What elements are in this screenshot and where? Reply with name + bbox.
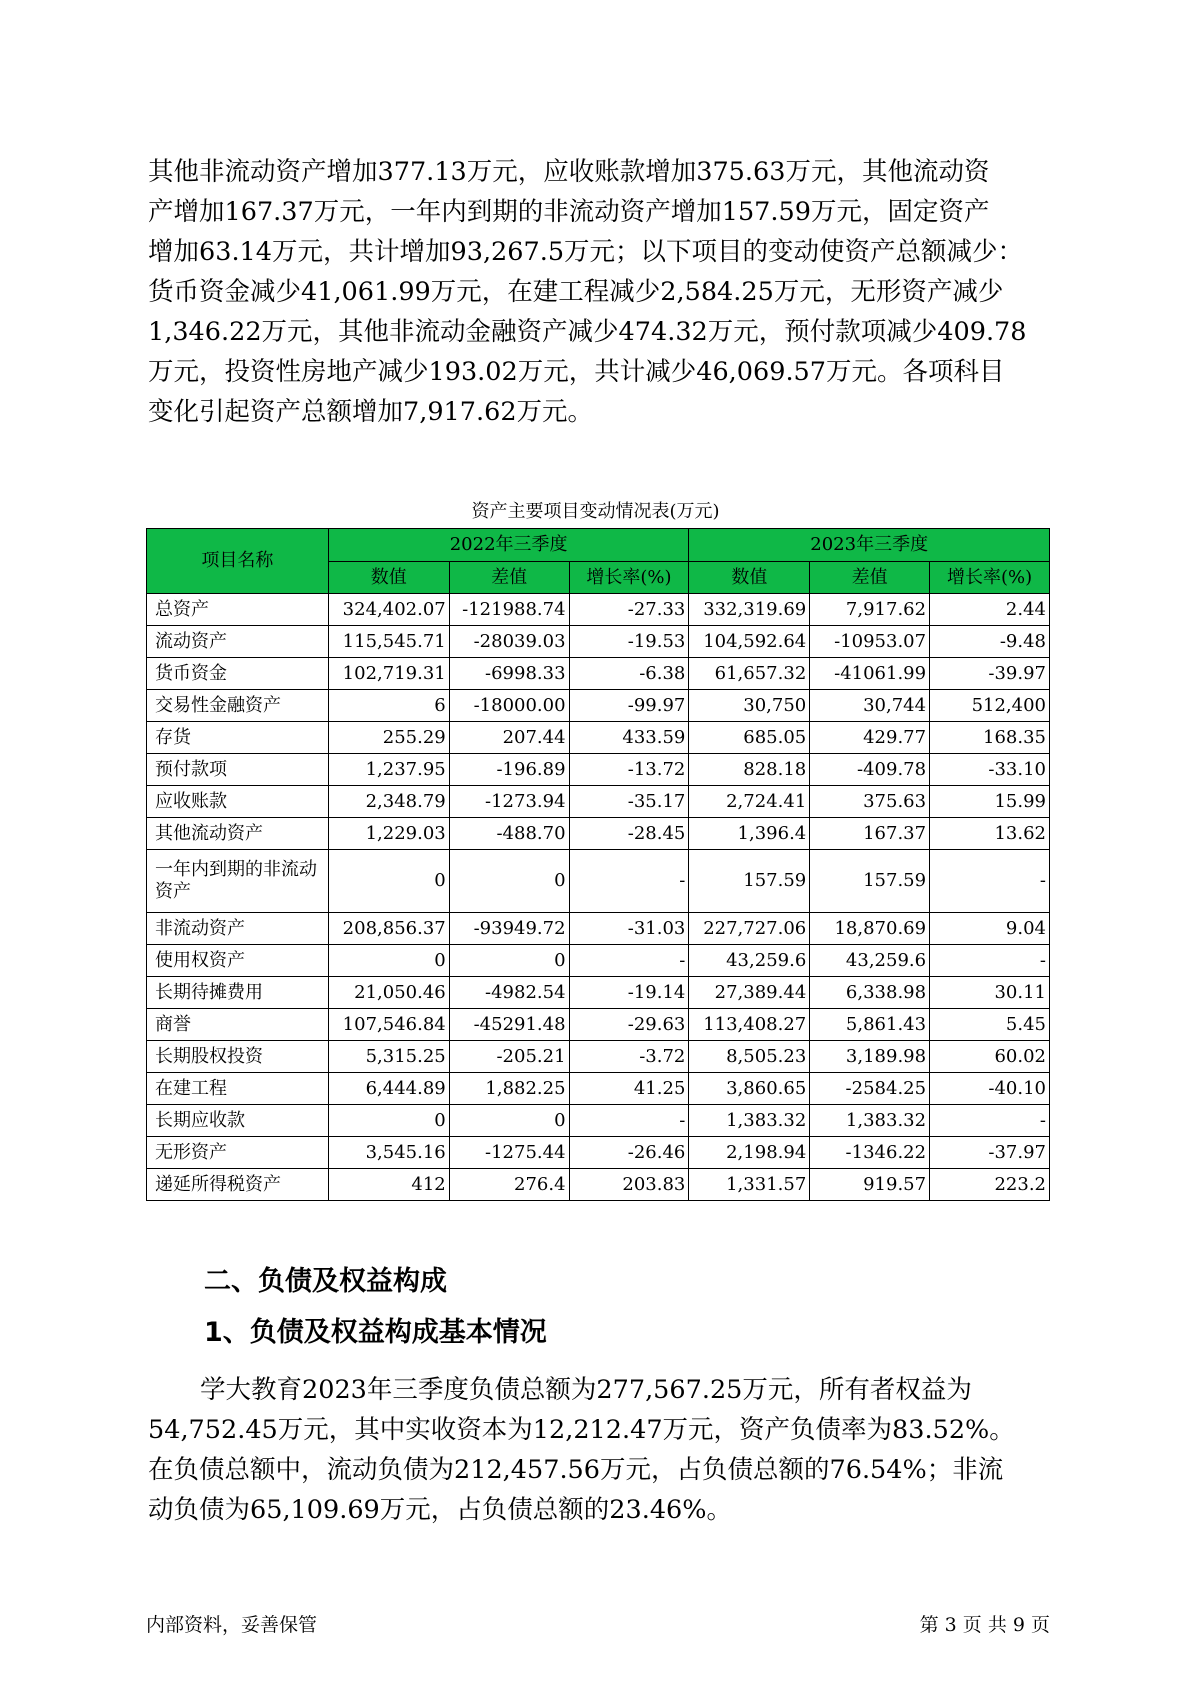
row-item-name: 递延所得税资产 [147,1169,329,1201]
paragraph-line: 产增加167.37万元，一年内到期的非流动资产增加157.59万元，固定资产 [148,197,990,227]
diff-2023-cell: 30,744 [810,690,930,722]
growth-2022-cell: -35.17 [569,786,689,818]
value-2022-cell: 0 [328,850,449,913]
table-row [147,1105,1050,1137]
value-2022-cell: 115,545.71 [328,626,449,658]
diff-2022-cell: 0 [449,1105,569,1137]
diff-2022-cell: -93949.72 [449,913,569,945]
row-item-name: 总资产 [147,594,329,626]
growth-2023-cell: 5.45 [930,1009,1050,1041]
growth-2022-cell: -28.45 [569,818,689,850]
value-2023-cell: 1,383.32 [689,1105,810,1137]
growth-2023-cell: 223.2 [930,1169,1050,1201]
row-item-name: 流动资产 [147,626,329,658]
table-row [147,754,1050,786]
diff-2022-cell: -45291.48 [449,1009,569,1041]
value-2023-cell: 104,592.64 [689,626,810,658]
value-2023-cell: 8,505.23 [689,1041,810,1073]
value-2023-cell: 3,860.65 [689,1073,810,1105]
diff-2023-cell: -1346.22 [810,1137,930,1169]
growth-2023-cell: - [930,945,1050,977]
value-2022-cell: 412 [328,1169,449,1201]
value-2022-cell: 1,229.03 [328,818,449,850]
value-2022-cell: 324,402.07 [328,594,449,626]
row-item-name: 货币资金 [147,658,329,690]
value-2022-cell: 107,546.84 [328,1009,449,1041]
asset-change-table [146,528,1050,1201]
diff-2022-cell: -28039.03 [449,626,569,658]
row-item-name: 应收账款 [147,786,329,818]
growth-2023-cell: 168.35 [930,722,1050,754]
diff-2023-cell: -10953.07 [810,626,930,658]
table-title: 资产主要项目变动情况表(万元) [471,501,720,522]
table-row [147,1009,1050,1041]
growth-2022-cell: 433.59 [569,722,689,754]
value-2022-cell: 3,545.16 [328,1137,449,1169]
asset-change-paragraph [148,152,1044,432]
diff-2022-cell: -488.70 [449,818,569,850]
diff-2022-cell: -6998.33 [449,658,569,690]
growth-2023-cell: -33.10 [930,754,1050,786]
growth-2022-cell: -19.53 [569,626,689,658]
value-2023-cell: 828.18 [689,754,810,786]
diff-2022-cell: -205.21 [449,1041,569,1073]
paragraph-line: 学大教育2023年三季度负债总额为277,567.25万元，所有者权益为 [200,1375,972,1405]
value-2023-cell: 227,727.06 [689,913,810,945]
row-item-name: 存货 [147,722,329,754]
growth-2022-cell: -27.33 [569,594,689,626]
diff-2023-cell: 18,870.69 [810,913,930,945]
row-item-name: 一年内到期的非流动资产 [147,850,329,913]
table-row [147,690,1050,722]
diff-2023-cell: 919.57 [810,1169,930,1201]
header-value-2022: 数值 [328,562,449,594]
diff-2022-cell: -121988.74 [449,594,569,626]
value-2023-cell: 1,331.57 [689,1169,810,1201]
diff-2022-cell: 0 [449,945,569,977]
growth-2022-cell: -6.38 [569,658,689,690]
row-item-name: 长期应收款 [147,1105,329,1137]
paragraph-line: 增加63.14万元，共计增加93,267.5万元；以下项目的变动使资产总额减少： [148,237,1024,267]
diff-2023-cell: 167.37 [810,818,930,850]
header-diff-2022: 差值 [449,562,569,594]
growth-2023-cell: - [930,850,1050,913]
table-row [147,913,1050,945]
growth-2022-cell: -26.46 [569,1137,689,1169]
table-row [147,1041,1050,1073]
table-row [147,945,1050,977]
value-2022-cell: 255.29 [328,722,449,754]
growth-2022-cell: - [569,850,689,913]
table-body [147,594,1050,1201]
paragraph-line: 在负债总额中，流动负债为212,457.56万元，占负债总额的76.54%；非流 [148,1455,1004,1485]
section-heading: 二、负债及权益构成 [204,1266,447,1297]
liability-paragraph [148,1370,1044,1530]
table-row [147,1169,1050,1201]
diff-2023-cell: -409.78 [810,754,930,786]
footer-page-number: 第 3 页 共 9 页 [919,1614,1050,1636]
growth-2023-cell: - [930,1105,1050,1137]
value-2022-cell: 5,315.25 [328,1041,449,1073]
table-row [147,818,1050,850]
diff-2022-cell: -18000.00 [449,690,569,722]
row-item-name: 交易性金融资产 [147,690,329,722]
growth-2023-cell: 15.99 [930,786,1050,818]
growth-2023-cell: 512,400 [930,690,1050,722]
growth-2023-cell: -39.97 [930,658,1050,690]
growth-2022-cell: 41.25 [569,1073,689,1105]
row-item-name: 在建工程 [147,1073,329,1105]
diff-2023-cell: 157.59 [810,850,930,913]
value-2023-cell: 685.05 [689,722,810,754]
growth-2022-cell: -31.03 [569,913,689,945]
paragraph-line: 动负债为65,109.69万元，占负债总额的23.46%。 [148,1495,733,1525]
diff-2023-cell: 43,259.6 [810,945,930,977]
paragraph-line: 万元，投资性房地产减少193.02万元，共计减少46,069.57万元。各项科目 [148,357,1005,387]
diff-2022-cell: -1273.94 [449,786,569,818]
diff-2023-cell: 6,338.98 [810,977,930,1009]
growth-2022-cell: - [569,1105,689,1137]
paragraph-line: 货币资金减少41,061.99万元，在建工程减少2,584.25万元，无形资产减少 [148,277,1004,307]
growth-2022-cell: -29.63 [569,1009,689,1041]
value-2022-cell: 21,050.46 [328,977,449,1009]
growth-2022-cell: -13.72 [569,754,689,786]
paragraph-line: 1,346.22万元，其他非流动金融资产减少474.32万元，预付款项减少409.78 [148,317,1027,347]
diff-2022-cell: -4982.54 [449,977,569,1009]
diff-2022-cell: 276.4 [449,1169,569,1201]
value-2023-cell: 2,198.94 [689,1137,810,1169]
growth-2023-cell: 60.02 [930,1041,1050,1073]
diff-2022-cell: -1275.44 [449,1137,569,1169]
value-2023-cell: 2,724.41 [689,786,810,818]
table-row [147,594,1050,626]
growth-2023-cell: -9.48 [930,626,1050,658]
growth-2022-cell: - [569,945,689,977]
value-2023-cell: 332,319.69 [689,594,810,626]
diff-2023-cell: 375.63 [810,786,930,818]
row-item-name: 商誉 [147,1009,329,1041]
diff-2023-cell: 429.77 [810,722,930,754]
header-growth-2022: 增长率(%) [569,562,689,594]
diff-2022-cell: 0 [449,850,569,913]
value-2022-cell: 0 [328,1105,449,1137]
growth-2022-cell: 203.83 [569,1169,689,1201]
growth-2023-cell: -40.10 [930,1073,1050,1105]
growth-2023-cell: 9.04 [930,913,1050,945]
row-item-name: 长期待摊费用 [147,977,329,1009]
value-2022-cell: 6 [328,690,449,722]
value-2023-cell: 27,389.44 [689,977,810,1009]
row-item-name: 预付款项 [147,754,329,786]
growth-2022-cell: -99.97 [569,690,689,722]
table-row [147,850,1050,913]
growth-2022-cell: -19.14 [569,977,689,1009]
growth-2023-cell: 2.44 [930,594,1050,626]
diff-2023-cell: 3,189.98 [810,1041,930,1073]
value-2023-cell: 30,750 [689,690,810,722]
growth-2023-cell: -37.97 [930,1137,1050,1169]
footer-confidential-note: 内部资料，妥善保管 [146,1614,318,1636]
table-row [147,658,1050,690]
header-growth-2023: 增长率(%) [930,562,1050,594]
value-2023-cell: 1,396.4 [689,818,810,850]
diff-2022-cell: 207.44 [449,722,569,754]
row-item-name: 无形资产 [147,1137,329,1169]
header-group-2023: 2023年三季度 [689,529,1050,562]
value-2023-cell: 61,657.32 [689,658,810,690]
table-row [147,1137,1050,1169]
growth-2023-cell: 13.62 [930,818,1050,850]
header-item-name: 项目名称 [147,529,329,594]
table-row [147,786,1050,818]
table-row [147,1073,1050,1105]
value-2022-cell: 0 [328,945,449,977]
sub-heading: 1、负债及权益构成基本情况 [204,1317,547,1348]
row-item-name: 使用权资产 [147,945,329,977]
header-diff-2023: 差值 [810,562,930,594]
growth-2023-cell: 30.11 [930,977,1050,1009]
diff-2022-cell: -196.89 [449,754,569,786]
diff-2023-cell: -41061.99 [810,658,930,690]
diff-2023-cell: 7,917.62 [810,594,930,626]
table-row [147,626,1050,658]
diff-2023-cell: 1,383.32 [810,1105,930,1137]
paragraph-line: 变化引起资产总额增加7,917.62万元。 [148,397,594,427]
paragraph-line: 54,752.45万元，其中实收资本为12,212.47万元，资产负债率为83.52%。 [148,1415,1015,1445]
table-row [147,722,1050,754]
value-2022-cell: 6,444.89 [328,1073,449,1105]
row-item-name: 其他流动资产 [147,818,329,850]
diff-2022-cell: 1,882.25 [449,1073,569,1105]
value-2022-cell: 102,719.31 [328,658,449,690]
value-2023-cell: 43,259.6 [689,945,810,977]
header-value-2023: 数值 [689,562,810,594]
header-group-2022: 2022年三季度 [328,529,689,562]
value-2022-cell: 1,237.95 [328,754,449,786]
row-item-name: 长期股权投资 [147,1041,329,1073]
value-2023-cell: 113,408.27 [689,1009,810,1041]
paragraph-line: 其他非流动资产增加377.13万元，应收账款增加375.63万元，其他流动资 [148,157,990,187]
diff-2023-cell: 5,861.43 [810,1009,930,1041]
table-row [147,977,1050,1009]
diff-2023-cell: -2584.25 [810,1073,930,1105]
value-2023-cell: 157.59 [689,850,810,913]
row-item-name: 非流动资产 [147,913,329,945]
growth-2022-cell: -3.72 [569,1041,689,1073]
value-2022-cell: 2,348.79 [328,786,449,818]
value-2022-cell: 208,856.37 [328,913,449,945]
